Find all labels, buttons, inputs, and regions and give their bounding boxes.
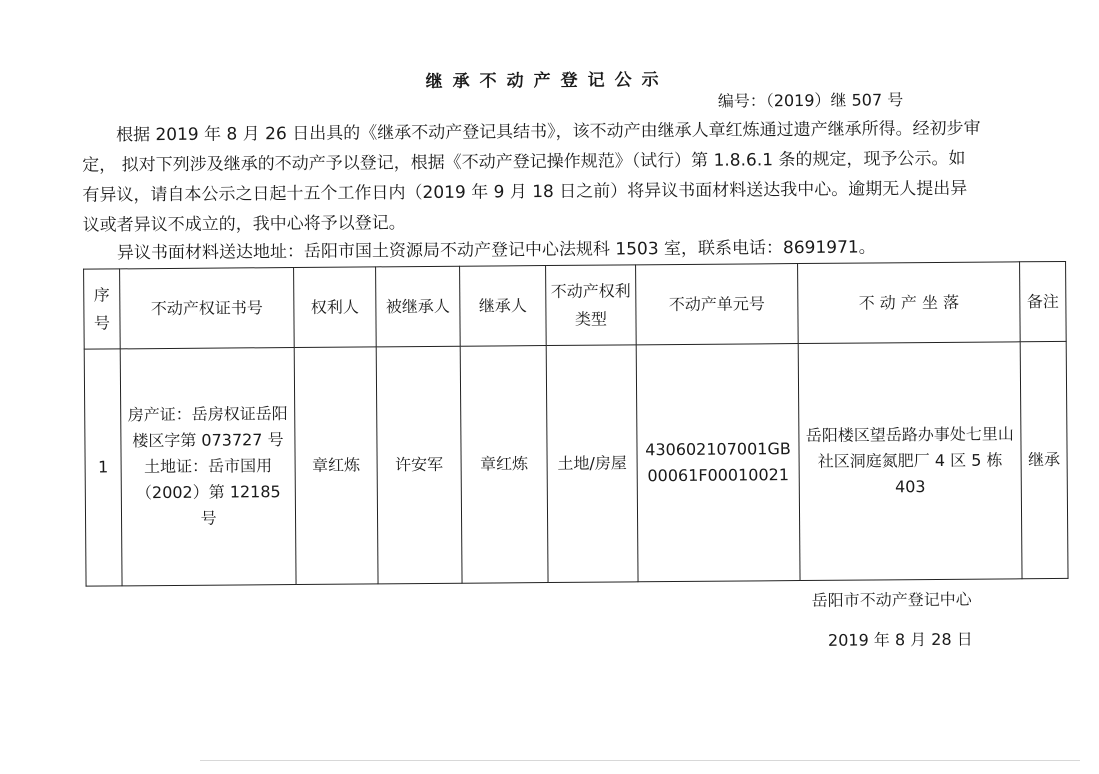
header-right-type: 不动产权利类型 — [546, 265, 637, 346]
signature-organization: 岳阳市不动产登记中心 — [811, 589, 972, 610]
cell-right-holder: 章红炼 — [294, 347, 378, 585]
table-header-row — [84, 261, 1067, 349]
document-title: 继承不动产登记公示 — [425, 70, 669, 92]
cell-heir: 章红炼 — [460, 346, 548, 584]
objection-address-paragraph: 异议书面材料送达地址：岳阳市国土资源局不动产登记中心法规科 1503 室，联系电话：8691971。 — [116, 237, 876, 264]
cell-cert-no — [120, 348, 296, 586]
header-cert-no: 不动产权证书号 — [120, 268, 295, 349]
cell-unit-no: 430602107001GB00061F00010021 — [636, 344, 800, 582]
header-location: 不 动 产 坐 落 — [798, 262, 1021, 344]
header-right-holder: 权利人 — [294, 267, 377, 348]
header-unit-no: 不动产单元号 — [636, 264, 799, 345]
cell-right-type: 土地/房屋 — [546, 345, 638, 583]
document-number: 编号：（2019）继 507 号 — [717, 90, 904, 111]
cell-location: 岳阳楼区望岳路办事处七里山社区洞庭氮肥厂 4 区 5 栋 403 — [798, 342, 1022, 581]
header-note: 备注 — [1020, 261, 1067, 341]
header-heir: 继承人 — [460, 266, 547, 347]
cell-seq: 1 — [84, 349, 122, 586]
table-row — [84, 341, 1068, 586]
cell-note: 继承 — [1020, 341, 1068, 578]
header-decedent: 被继承人 — [376, 266, 461, 347]
cell-decedent: 许安军 — [376, 346, 462, 584]
notice-paragraph: 根据 2019 年 8 月 26 日出具的《继承不动产登记具结书》，该不动产由继承人章红炼通过遗产继承所得。经初步审定， 拟对下列涉及继承的不动产予以登记，根据《不动产登记操作规范》（试行）第 1.8.6.1 条的规定，现予公示。如有异议，请自本公示之日起十五个工作日内（2019 年 9 月 18 日之前）将异议书面材料送达我中心。逾期无人提出异议或者异议不成立的，我中心将予以登记。 — [82, 118, 981, 236]
signature-date: 2019 年 8 月 28 日 — [827, 629, 973, 650]
land-cert-text: 土地证：岳市国用（2002）第 12185 号 — [135, 456, 281, 528]
house-cert-text: 房产证：岳房权证岳阳楼区字第 073727 号 — [127, 404, 288, 451]
registration-table — [83, 261, 1068, 587]
scan-edge-line — [200, 760, 1080, 761]
header-seq: 序号 — [84, 269, 121, 349]
